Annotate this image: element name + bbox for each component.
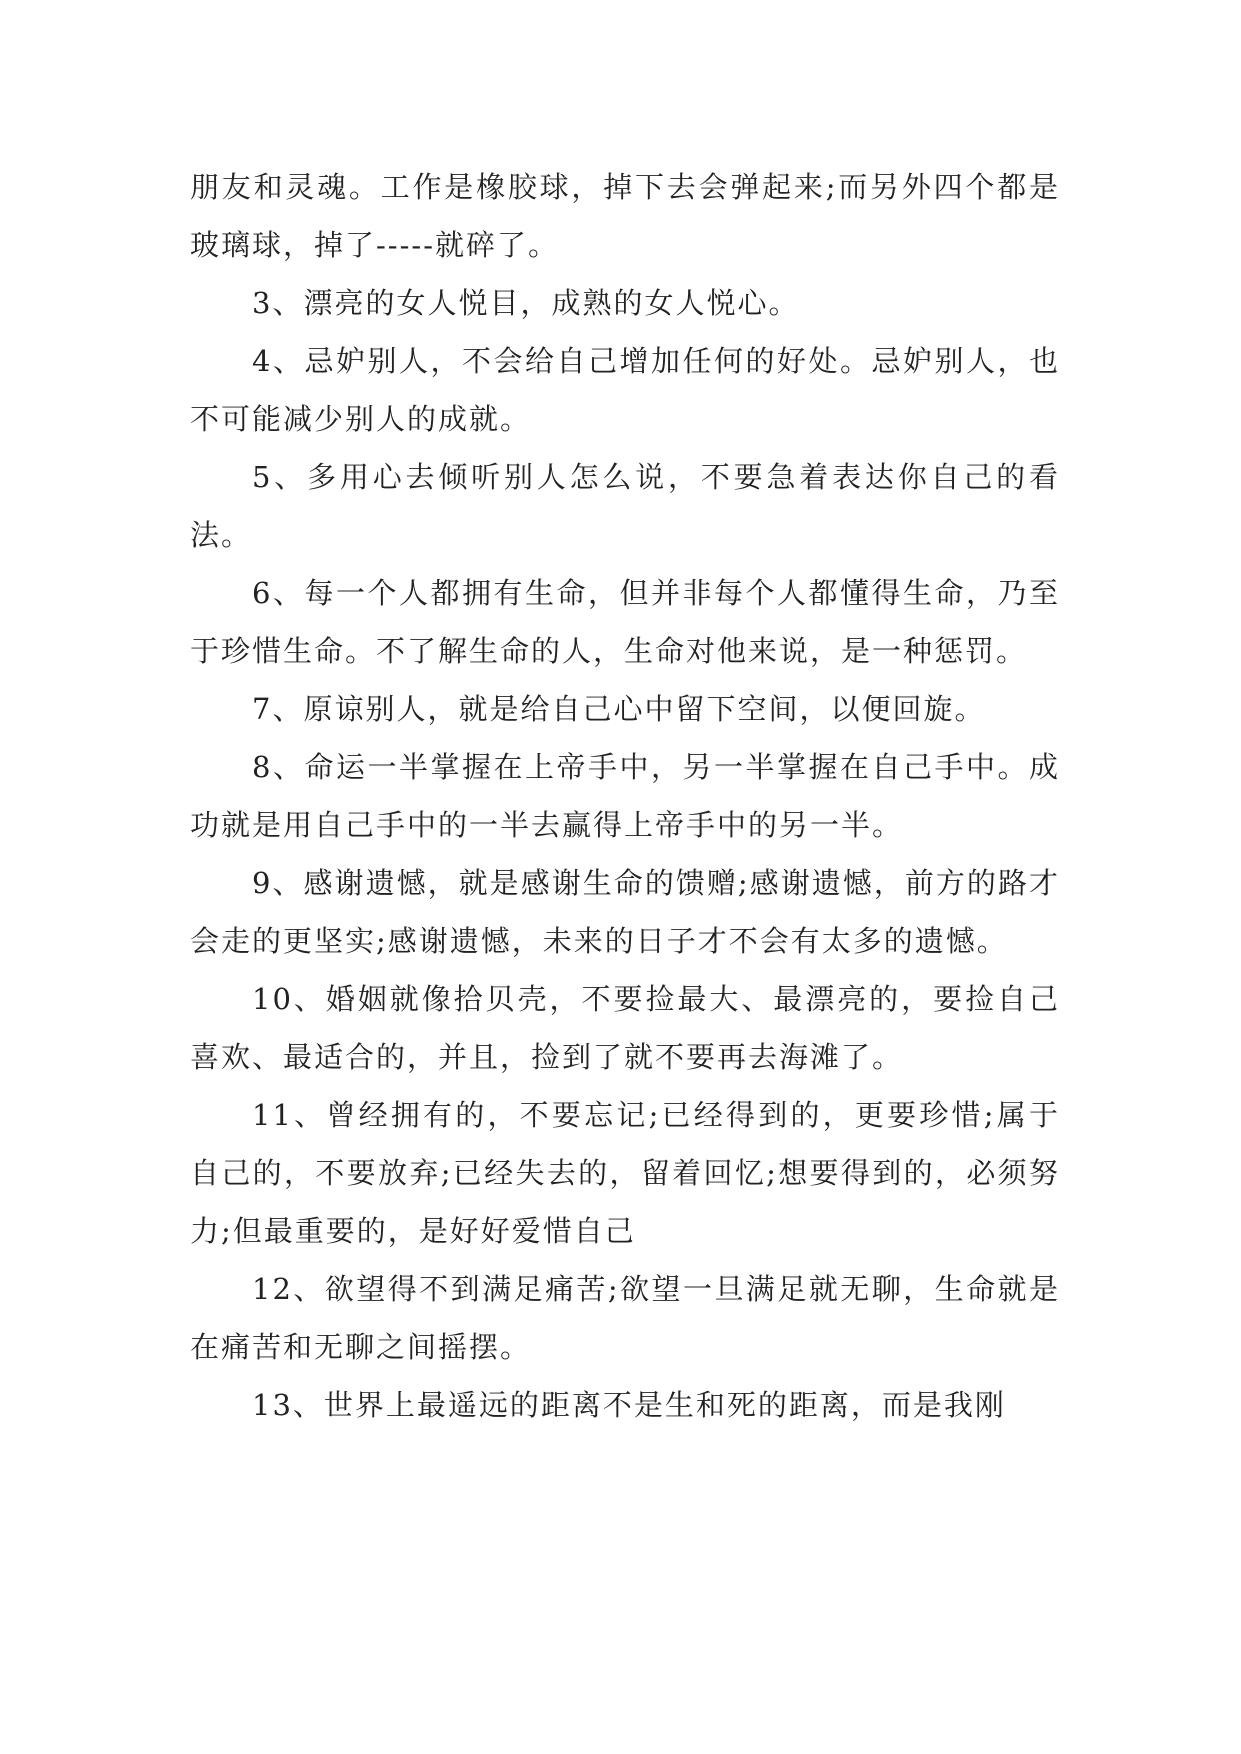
paragraph-item-4: 4、忌妒别人，不会给自己增加任何的好处。忌妒别人，也不可能减少别人的成就。 (190, 344, 1060, 436)
paragraph-item-8: 8、命运一半掌握在上帝手中，另一半掌握在自己手中。成功就是用自己手中的一半去赢得上帝手中的另一半。 (190, 750, 1060, 842)
document-body (190, 158, 1060, 1434)
paragraph-item-10: 10、婚姻就像拾贝壳，不要捡最大、最漂亮的，要捡自己喜欢、最适合的，并且，捡到了就不要再去海滩了。 (190, 982, 1060, 1074)
paragraph-item-7: 7、原谅别人，就是给自己心中留下空间，以便回旋。 (252, 692, 986, 726)
paragraph-item-12: 12、欲望得不到满足痛苦;欲望一旦满足就无聊，生命就是在痛苦和无聊之间摇摆。 (190, 1272, 1060, 1364)
paragraph-item-3: 3、漂亮的女人悦目，成熟的女人悦心。 (252, 286, 800, 320)
paragraph-item-5: 5、多用心去倾听别人怎么说，不要急着表达你自己的看法。 (190, 460, 1060, 552)
paragraph-item-11: 11、曾经拥有的，不要忘记;已经得到的，更要珍惜;属于自己的，不要放弃;已经失去的，留着回忆;想要得到的，必须努力;但最重要的，是好好爱惜自己 (190, 1098, 1060, 1248)
paragraph-item-13: 13、世界上最遥远的距离不是生和死的距离，而是我刚 (252, 1388, 1006, 1422)
paragraph-continuation: 朋友和灵魂。工作是橡胶球，掉下去会弹起来;而另外四个都是玻璃球，掉了-----就碎了。 (190, 170, 1060, 262)
paragraph-item-6: 6、每一个人都拥有生命，但并非每个人都懂得生命，乃至于珍惜生命。不了解生命的人，生命对他来说，是一种惩罚。 (190, 576, 1060, 668)
paragraph-item-9: 9、感谢遗憾，就是感谢生命的馈赠;感谢遗憾，前方的路才会走的更坚实;感谢遗憾，未来的日子才不会有太多的遗憾。 (190, 866, 1060, 958)
